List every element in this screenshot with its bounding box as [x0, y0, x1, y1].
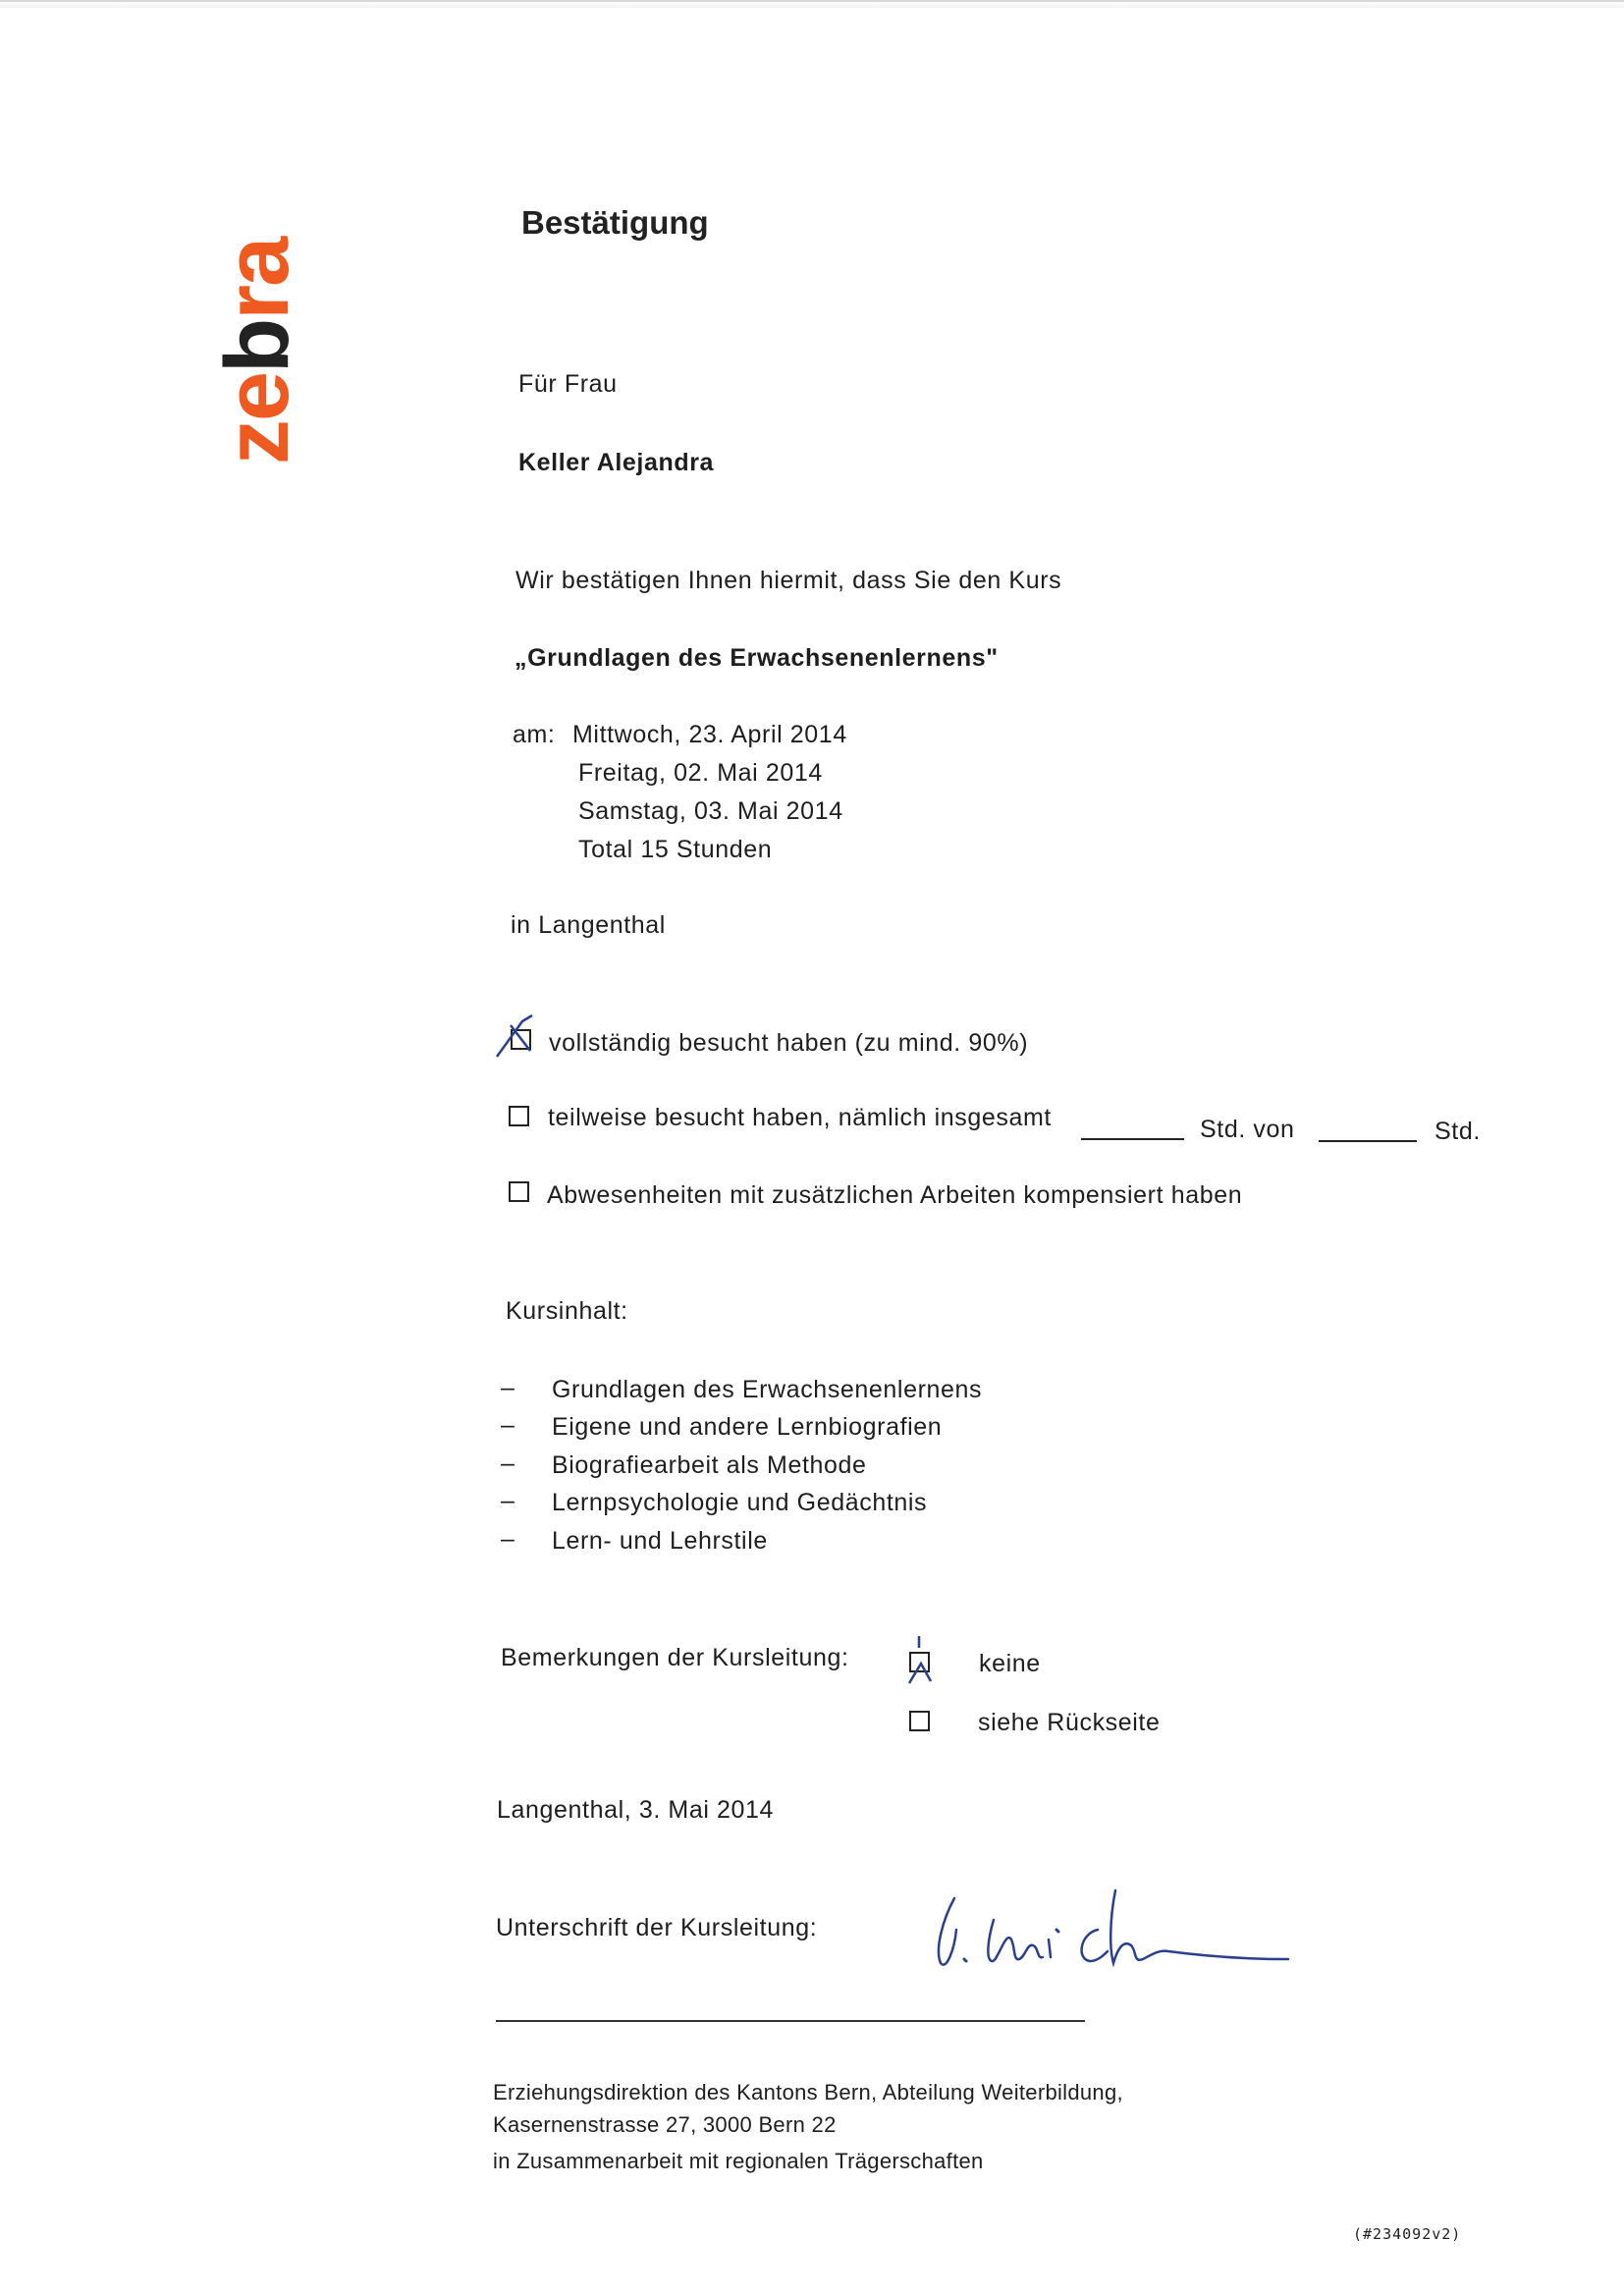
list-bullet: –: [501, 1449, 514, 1477]
recipient-salutation: Für Frau: [518, 370, 618, 398]
attendance-partial-checkbox[interactable]: [509, 1106, 529, 1126]
checkmark-cross-icon: [899, 1634, 939, 1687]
handwritten-signature: [923, 1881, 1296, 1974]
total-hours-blank[interactable]: [1319, 1140, 1417, 1142]
course-name: „Grundlagen des Erwachsenenlernens": [514, 644, 999, 672]
recipient-name: Keller Alejandra: [518, 449, 715, 476]
list-bullet: –: [501, 1374, 514, 1401]
document-id: (#234092v2): [1353, 2225, 1462, 2243]
remarks-backside-label: siehe Rückseite: [978, 1709, 1161, 1736]
dates-prefix: am:: [513, 721, 556, 748]
content-item-1: Grundlagen des Erwachsenenlernens: [552, 1376, 983, 1403]
footer-line-3: in Zusammenarbeit mit regionalen Trägerschaften: [493, 2149, 984, 2173]
list-bullet: –: [501, 1487, 514, 1514]
partial-hours-std-label: Std.: [1435, 1118, 1481, 1145]
attendance-complete-label: vollständig besucht haben (zu mind. 90%): [549, 1029, 1029, 1057]
signature-line: [496, 2020, 1085, 2022]
date-line-1: Mittwoch, 23. April 2014: [572, 721, 847, 748]
content-heading: Kursinhalt:: [506, 1297, 628, 1325]
confirmation-intro: Wir bestätigen Ihnen hiermit, dass Sie den Kurs: [515, 567, 1062, 594]
place-date: Langenthal, 3. Mai 2014: [497, 1796, 775, 1824]
list-bullet: –: [501, 1411, 514, 1439]
logo-text-b: b: [207, 319, 307, 373]
signature-label: Unterschrift der Kursleitung:: [496, 1914, 818, 1941]
logo-text-ze: ze: [207, 373, 307, 465]
partial-hours-von-label: Std. von: [1200, 1116, 1295, 1143]
scan-edge-line: [0, 0, 1624, 2]
date-line-3: Samstag, 03. Mai 2014: [578, 797, 843, 825]
list-bullet: –: [501, 1525, 514, 1553]
content-item-3: Biografiearbeit als Methode: [552, 1451, 867, 1479]
partial-hours-blank[interactable]: [1081, 1138, 1184, 1140]
content-item-2: Eigene und andere Lernbiografien: [552, 1413, 943, 1441]
page-title: Bestätigung: [521, 204, 709, 241]
attendance-partial-label: teilweise besucht haben, nämlich insgesamt: [548, 1104, 1052, 1131]
total-hours: Total 15 Stunden: [578, 836, 773, 863]
zebra-logo: [207, 238, 307, 465]
checkmark-cross-icon: [493, 1011, 540, 1061]
footer-line-2: Kasernenstrasse 27, 3000 Bern 22: [493, 2112, 837, 2137]
content-item-4: Lernpsychologie und Gedächtnis: [552, 1489, 928, 1516]
logo-text-ra: ra: [207, 238, 307, 320]
attendance-compensated-label: Abwesenheiten mit zusätzlichen Arbeiten kompensiert haben: [547, 1181, 1243, 1209]
remarks-none-label: keine: [979, 1650, 1041, 1677]
course-location: in Langenthal: [511, 911, 666, 939]
remarks-backside-checkbox[interactable]: [909, 1711, 930, 1731]
attendance-compensated-checkbox[interactable]: [509, 1181, 529, 1202]
remarks-label: Bemerkungen der Kursleitung:: [501, 1644, 849, 1671]
date-line-2: Freitag, 02. Mai 2014: [578, 759, 823, 787]
footer-line-1: Erziehungsdirektion des Kantons Bern, Abteilung Weiterbildung,: [493, 2080, 1123, 2105]
content-item-5: Lern- und Lehrstile: [552, 1527, 768, 1555]
